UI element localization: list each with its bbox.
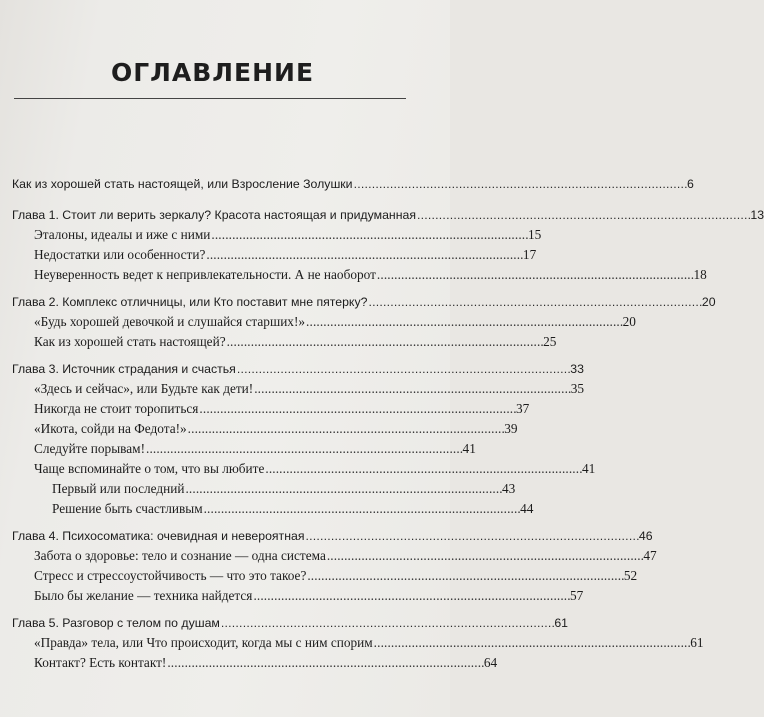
toc-entry-title: Первый или последний [52,481,185,496]
dot-leader [327,546,643,566]
toc-entry-page: 25 [543,334,557,349]
toc-entry-section [12,419,518,439]
dot-leader [368,293,700,312]
dot-leader [377,265,693,285]
toc-entry-title: Эталоны, идеалы и иже с ними [34,227,211,242]
toc-entry-title: Контакт? Есть контакт! [34,655,167,670]
toc-entry-title: Как из хорошей стать настоящей, или Взросление Золушки [12,177,353,191]
dot-leader [146,439,462,459]
dot-leader [167,653,483,673]
dot-leader [204,499,520,519]
toc-entry-title: Неуверенность ведет к непривлекательности. А не наоборот [34,267,376,282]
dot-leader [206,245,522,265]
dot-leader [185,479,501,499]
toc-entry-page: 17 [522,247,537,262]
toc-entry-page: 35 [570,381,585,396]
toc-entry-chapter-1 [12,206,764,225]
toc-entry-title: Глава 1. Стоит ли верить зеркалу? Красота настоящая и придуманная [12,208,416,222]
toc-entry-title: «Правда» тела, или Что происходит, когда мы с ним спорим [34,635,373,650]
dot-leader [305,527,637,546]
toc-entry-page: 57 [569,588,584,603]
toc-entry-page: 44 [520,501,534,516]
toc-entry-section [12,586,584,606]
toc-entry-section [12,379,585,399]
toc-entry-title: Чаще вспоминайте о том, что вы любите [34,461,265,476]
toc-entry-section [12,566,638,586]
toc-entry-page: 37 [515,401,530,416]
toc-entry-chapter-2 [12,293,716,312]
dot-leader [227,332,543,352]
toc-entry-page: 39 [504,421,518,436]
toc-entry-section [12,399,530,419]
toc-entry-subsection [12,479,516,499]
dot-leader [417,206,749,225]
toc-entry-title: Следуйте порывам! [34,441,145,456]
page-title: ОГЛАВЛЕНИЕ [110,58,315,87]
toc-entry-title: «Будь хорошей девочкой и слушайся старших!» [34,314,306,329]
toc-entry-page: 43 [502,481,516,496]
toc-entry-page: 33 [570,362,584,376]
dot-leader [254,379,570,399]
toc-entry-section [12,245,537,265]
dot-leader [188,419,504,439]
toc-entry-section [12,546,657,566]
toc-entry-chapter-4 [12,527,653,546]
toc-entry-subsection [12,499,534,519]
toc-entry-title: Решение быть счастливым [52,501,203,516]
toc-entry-section [12,225,542,245]
toc-entry-section [12,312,636,332]
toc-entry-page: 6 [686,177,694,191]
dot-leader [199,399,515,419]
toc-entry-section [12,439,476,459]
toc-entry-page: 46 [638,529,653,543]
toc-entry-intro [12,175,694,194]
dot-leader [354,175,686,194]
toc-entry-title: «Здесь и сейчас», или Будьте как дети! [34,381,254,396]
toc-entry-title: Глава 4. Психосоматика: очевидная и невероятная [12,529,305,543]
toc-entry-chapter-5 [12,614,568,633]
toc-entry-section [12,459,596,479]
dot-leader [253,586,569,606]
toc-entry-title: Как из хорошей стать настоящей? [34,334,226,349]
toc-entry-page: 20 [701,295,716,309]
toc-entry-page: 61 [690,635,704,650]
toc-entry-title: «Икота, сойди на Федота!» [34,421,187,436]
toc-entry-page: 41 [462,441,476,456]
toc-entry-page: 64 [483,655,498,670]
toc-entry-page: 13 [750,208,764,222]
toc-entry-page: 47 [643,548,657,563]
toc-entry-page: 41 [581,461,596,476]
toc-entry-section [12,332,557,352]
title-underline [14,98,406,99]
toc-entry-page: 15 [527,227,542,242]
toc-entry-title: Забота о здоровье: тело и сознание — одна система [34,548,326,563]
toc-entry-page: 18 [693,267,707,282]
toc-entry-section [12,653,498,673]
table-of-contents [12,175,764,673]
dot-leader [265,459,581,479]
toc-entry-title: Глава 3. Источник страдания и счастья [12,362,236,376]
toc-entry-title: Глава 2. Комплекс отличницы, или Кто поставит мне пятерку? [12,295,368,309]
dot-leader [221,614,553,633]
dot-leader [237,360,569,379]
toc-entry-title: Никогда не стоит торопиться [34,401,199,416]
toc-entry-page: 52 [623,568,638,583]
toc-entry-section [12,265,707,285]
toc-entry-page: 61 [554,616,568,630]
dot-leader [211,225,527,245]
toc-entry-page: 20 [622,314,636,329]
toc-entry-chapter-3 [12,360,584,379]
toc-entry-section [12,633,704,653]
toc-entry-title: Глава 5. Разговор с телом по душам [12,616,220,630]
toc-entry-title: Было бы желание — техника найдется [34,588,253,603]
toc-entry-title: Стресс и стрессоустойчивость — что это такое? [34,568,307,583]
dot-leader [306,312,622,332]
dot-leader [307,566,623,586]
dot-leader [374,633,690,653]
toc-entry-title: Недостатки или особенности? [34,247,206,262]
